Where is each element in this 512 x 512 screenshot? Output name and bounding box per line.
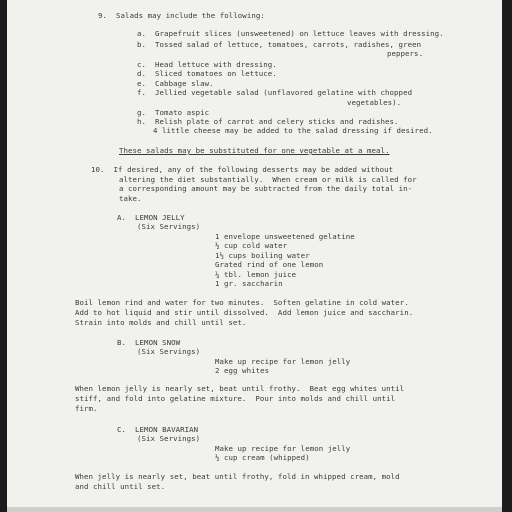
recipe-a-title: A. LEMON JELLY <box>117 213 185 222</box>
recipe-c-title: C. LEMON BAVARIAN <box>117 425 199 434</box>
salad-substitution-note: These salads may be substituted for one vegetable at a meal. <box>119 146 390 155</box>
recipe-a-ingredient-2: ½ cup cold water <box>215 241 288 250</box>
document-page <box>7 0 502 507</box>
recipe-a-ingredient-6: 1 gr. saccharin <box>215 279 283 288</box>
salad-item-b: b. Tossed salad of lettuce, tomatoes, carrots, radishes, green <box>137 40 422 49</box>
salad-item-c: c. Head lettuce with dressing. <box>137 60 277 69</box>
item-10-intro-line-4: take. <box>119 194 142 203</box>
salad-item-b-cont: peppers. <box>387 49 424 58</box>
recipe-b-title: B. LEMON SNOW <box>117 338 181 347</box>
recipe-c-ingredient-2: ½ cup cream (whipped) <box>215 453 310 462</box>
recipe-a-directions-line-3: Strain into molds and chill until set. <box>75 318 247 327</box>
recipe-a-servings: (Six Servings) <box>137 222 201 231</box>
recipe-b-servings: (Six Servings) <box>137 347 201 356</box>
recipe-b-directions-line-2: stiff, and fold into gelatine mixture. Pour into molds and chill until <box>75 394 396 403</box>
salad-item-e: e. Cabbage slaw. <box>137 79 214 88</box>
recipe-c-servings: (Six Servings) <box>137 434 201 443</box>
salad-item-f-cont: vegetables). <box>347 98 402 107</box>
salad-item-g: g. Tomato aspic <box>137 108 210 117</box>
recipe-b-ingredient-1: Make up recipe for lemon jelly <box>215 357 351 366</box>
item-10-intro: 10. If desired, any of the following desserts may be added without <box>91 165 394 174</box>
page-bottom-edge <box>7 507 502 512</box>
recipe-a-directions-line-2: Add to hot liquid and stir until dissolved. Add lemon juice and saccharin. <box>75 308 414 317</box>
recipe-c-directions: When jelly is nearly set, beat until frothy, fold in whipped cream, mold <box>75 472 400 481</box>
recipe-a-ingredient-4: Grated rind of one lemon <box>215 260 324 269</box>
recipe-b-directions-line-3: firm. <box>75 404 98 413</box>
recipe-a-ingredient-5: ¼ tbl. lemon juice <box>215 270 297 279</box>
recipe-b-ingredient-2: 2 egg whites <box>215 366 270 375</box>
item-10-intro-line-3: a corresponding amount may be subtracted from the daily total in- <box>119 184 413 193</box>
item-10-intro-line-2: altering the diet substantially. When cream or milk is called for <box>119 175 417 184</box>
salad-item-d: d. Sliced tomatoes on lettuce. <box>137 69 277 78</box>
salad-item-h: h. Relish plate of carrot and celery sticks and radishes. <box>137 117 399 126</box>
item-9-heading: 9. Salads may include the following: <box>98 11 265 20</box>
recipe-a-directions: Boil lemon rind and water for two minutes. Soften gelatine in cold water. <box>75 298 409 307</box>
recipe-c-ingredient-1: Make up recipe for lemon jelly <box>215 444 351 453</box>
salad-item-a: a. Grapefruit slices (unsweetened) on lettuce leaves with dressing. <box>137 29 444 38</box>
recipe-b-directions: When lemon jelly is nearly set, beat until frothy. Beat egg whites until <box>75 384 405 393</box>
salad-item-h-cont: 4 little cheese may be added to the salad dressing if desired. <box>153 126 433 135</box>
recipe-a-ingredient-1: 1 envelope unsweetened gelatine <box>215 232 355 241</box>
recipe-c-directions-line-2: and chill until set. <box>75 482 166 491</box>
salad-item-f: f. Jellied vegetable salad (unflavored gelatine with chopped <box>137 88 413 97</box>
recipe-a-ingredient-3: 1½ cups boiling water <box>215 251 310 260</box>
